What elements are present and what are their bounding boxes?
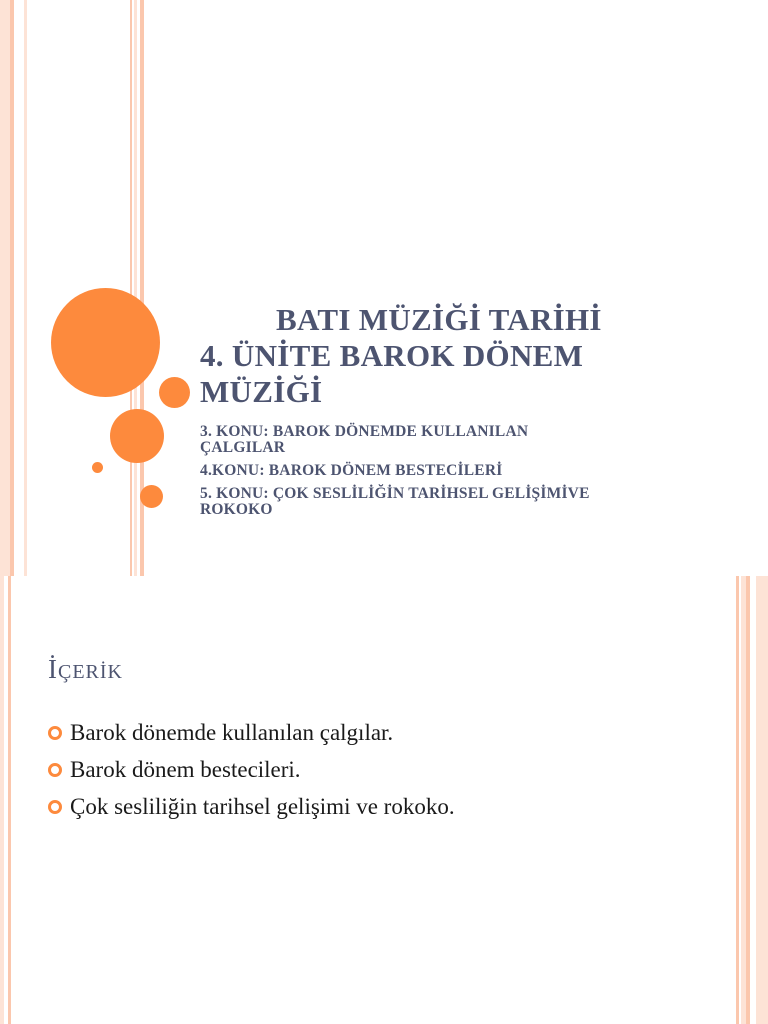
bullet-ring-icon	[48, 763, 62, 777]
title-line: BATI MÜZİĞİ TARİHİ	[276, 302, 602, 337]
bullet-ring-icon	[48, 800, 62, 814]
list-item-text: Barok dönem bestecileri.	[70, 756, 301, 782]
title-line: MÜZİĞİ	[200, 374, 323, 409]
list-item-text: Çok sesliliğin tarihsel gelişimi ve rokoko.	[70, 793, 455, 819]
decor-stripe	[24, 0, 27, 576]
decor-circle-small	[140, 485, 163, 508]
decor-circle-medium	[110, 409, 164, 463]
subtopic-line: ROKOKO	[200, 501, 273, 518]
decor-stripe	[134, 0, 137, 576]
heading-rest: ÇERİK	[58, 661, 123, 683]
subtopic-line: 3. KONU: BAROK DÖNEMDE KULLANILAN	[200, 423, 529, 440]
list-item	[48, 788, 708, 825]
decor-circle-large	[51, 288, 160, 397]
bullet-list	[48, 714, 708, 825]
heading-initial: İ	[48, 654, 58, 684]
decor-stripe	[756, 576, 768, 1024]
subtopic-list	[200, 424, 740, 525]
list-item	[48, 714, 708, 751]
subtopic-item	[200, 486, 740, 518]
decor-stripe	[10, 0, 14, 576]
decor-stripe	[130, 0, 132, 576]
list-item	[48, 751, 708, 788]
list-item-text: Barok dönemde kullanılan çalgılar.	[70, 719, 394, 745]
title-line: 4. ÜNİTE BAROK DÖNEM	[200, 338, 584, 373]
decor-stripe	[0, 0, 10, 576]
subtopic-item	[200, 424, 740, 456]
subtopic-line: ÇALGILAR	[200, 439, 286, 456]
decor-stripe	[0, 576, 4, 1024]
subtopic-line: 5. KONU: ÇOK SESLİLİĞİN TARİHSEL GELİŞİMİVE	[200, 485, 590, 502]
content-slide	[0, 576, 768, 1024]
decor-stripe	[8, 576, 11, 1024]
decor-stripe	[736, 576, 739, 1024]
slide-heading	[48, 654, 123, 685]
bullet-ring-icon	[48, 726, 62, 740]
subtopic-item	[200, 463, 740, 479]
decor-stripe	[746, 576, 750, 1024]
subtopic-line: 4.KONU: BAROK DÖNEM BESTECİLERİ	[200, 462, 503, 479]
slide-title	[200, 302, 670, 410]
decor-circle-tiny	[92, 462, 103, 473]
decor-circle-small	[159, 377, 190, 408]
